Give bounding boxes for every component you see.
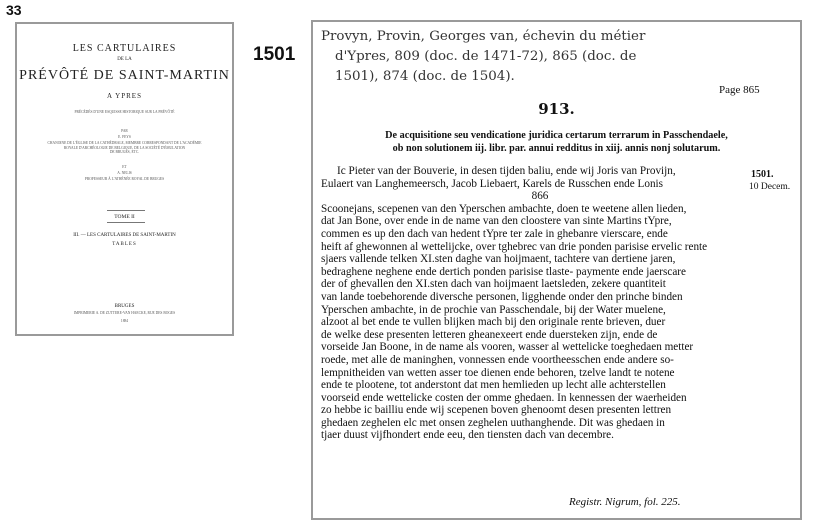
title-printer: IMPRIMERIE A. DE ZUTTERE-VAN HAECKE, RUE DES BOGES bbox=[73, 311, 176, 315]
page-reference: Page 865 bbox=[719, 84, 760, 96]
charter-line: zo hebbe ic bailliu ende wij scepenen boven ghenoomt desen presenten lettren bbox=[321, 404, 672, 417]
charter-line: sjaers vallende telken XI.sten daghe van hoijmaent, tachtere van dertiene jaren, bbox=[321, 253, 676, 266]
document-number: 913. bbox=[538, 100, 575, 118]
charter-line: de welke dese presenten letteren gheanexeert ende duersteken zijn, ende de bbox=[321, 328, 658, 341]
charter-line: van lande toebehorende diversche personen, ligghende onder den prinche binden bbox=[321, 290, 683, 303]
title-line-de-la: DE LA bbox=[117, 57, 132, 62]
index-entry-line: Provyn, Provin, Georges van, échevin du métier bbox=[321, 29, 646, 44]
title-author-feys: E. FEYS bbox=[118, 135, 131, 139]
charter-line: alzoot al bet ende te vullen blijken mach bij den originale rente brieven, duer bbox=[321, 316, 666, 329]
title-author-feys-affiliation bbox=[17, 141, 232, 155]
affiliation-line: ROYALE D'ARCHÉOLOGIE DE BELGIQUE, DE LA SOCIÉTÉ D'ÉMULATION bbox=[63, 145, 186, 150]
title-rule bbox=[107, 222, 145, 223]
charter-line: lempnitheiden van wetten asser toe dienen ende behoren, tzelve landt te notene bbox=[321, 366, 675, 379]
margin-date-note bbox=[751, 168, 790, 194]
page-number: 33 bbox=[6, 2, 22, 18]
charter-line: vorseide Jan Boone, in de name als vooren, wasser al wettelicke toeghedaen metter bbox=[321, 341, 694, 354]
title-author-nelis: A. NELIS bbox=[117, 171, 132, 175]
index-entry-line: 1501), 874 (doc. de 1504). bbox=[335, 69, 515, 84]
source-reference: Registr. Nigrum, fol. 225. bbox=[569, 496, 681, 508]
charter-line: Yperschen ambachte, in de prochie van Passchendale, bij der Water muelene, bbox=[321, 303, 666, 316]
title-date: 1884 bbox=[120, 319, 129, 323]
margin-day: 10 Decem. bbox=[749, 182, 791, 192]
year-label: 1501 bbox=[253, 44, 296, 65]
charter-line: voorseid ende wettelicke costen der omme ghedaen. In kennessen der waerheiden bbox=[321, 391, 687, 404]
charter-line: der of ghevallen den XI.sten dach van hoijmaent laetsleden, zekere quantiteit bbox=[321, 278, 666, 291]
title-tables: TABLES bbox=[112, 242, 137, 247]
title-contents: III. — LES CARTULAIRES DE SAINT-MARTIN bbox=[73, 233, 176, 238]
charter-text bbox=[321, 165, 759, 442]
index-entry-line: d'Ypres, 809 (doc. de 1471-72), 865 (doc. de bbox=[335, 49, 637, 64]
charter-line: Eulaert van Langhemeersch, Jacob Liebaert, Karels de Russchen ende Lonis bbox=[321, 177, 664, 190]
latin-summary-line: De acquisitione seu vendicatione juridica certarum terrarum in Passchendaele, bbox=[385, 130, 728, 141]
title-subtitle: PRÉCÉDÉS D'UNE ESQUISSE HISTORIQUE SUR LA PRÉVÔTÉ bbox=[74, 110, 175, 114]
charter-line: ghedaen zeghelen elc met onsen zeghelen uuthanghende. Dit was ghedaen in bbox=[321, 416, 665, 429]
title-line-prevote: PRÉVÔTÉ DE SAINT-MARTIN bbox=[19, 68, 230, 83]
title-city: BRUGES bbox=[114, 304, 135, 309]
charter-line: Ic Pieter van der Bouverie, in desen tijden baliu, ende wij Joris van Provijn, bbox=[337, 165, 676, 177]
charter-line: tjaer duust vijfhondert ende eeu, den tiensten dach van decembre. bbox=[321, 429, 614, 442]
charter-line: ende te plootene, tot anderstont dat men hemlieden up lecht alle achterstellen bbox=[321, 379, 666, 392]
title-et: ET bbox=[122, 165, 127, 169]
title-par: PAR bbox=[121, 129, 128, 133]
title-line-cartulaires: LES CARTULAIRES bbox=[72, 43, 177, 54]
affiliation-line: DE BRUGES, ETC. bbox=[109, 150, 140, 154]
affiliation-line: CHANOINE DE L'ÉGLISE DE LA CATHÉDRALE, MEMBRE CORRESPONDANT DE L'ACADÉMIE bbox=[47, 141, 202, 145]
latin-summary-line: ob non solutionem iij. libr. par. annui redditus in xiij. annis nonj solutarum. bbox=[392, 142, 721, 154]
charter-line: bedraghene neghene ende dertich ponden parisise tlaste- paymente ende jaerscare bbox=[321, 265, 686, 278]
original-page-number: 866 bbox=[531, 190, 549, 203]
title-author-nelis-affiliation: PROFESSEUR À L'ATHÉNÉE ROYAL DE BRUGES bbox=[84, 177, 165, 181]
title-rule bbox=[107, 210, 145, 211]
charter-line: Scoonejans, scepenen van den Yperschen ambachte, doen te weetene allen lieden, bbox=[321, 202, 687, 215]
charter-line: commen es up den dach van hedent tYpre ter zale in ghebanre vierscare, ende bbox=[321, 227, 668, 240]
index-entry bbox=[321, 27, 671, 87]
margin-year: 1501. bbox=[751, 169, 774, 180]
charter-line: heift af ghewonnen al wettelijcke, over tghebrec van drie ponden parisise ervelic rente bbox=[321, 240, 708, 253]
charter-line: dat Jan Bone, over ende in de name van den cloostere van sinte Martins tYpre, bbox=[321, 215, 672, 228]
title-tome: TOME II bbox=[114, 214, 135, 220]
latin-summary bbox=[313, 130, 800, 155]
document-panel bbox=[311, 20, 802, 520]
title-page-thumbnail bbox=[15, 22, 234, 336]
charter-line: roede, met alle de maninghen, vonnessen ende voortheesschen ende andere so- bbox=[321, 353, 674, 366]
title-line-ypres: A YPRES bbox=[107, 92, 142, 100]
